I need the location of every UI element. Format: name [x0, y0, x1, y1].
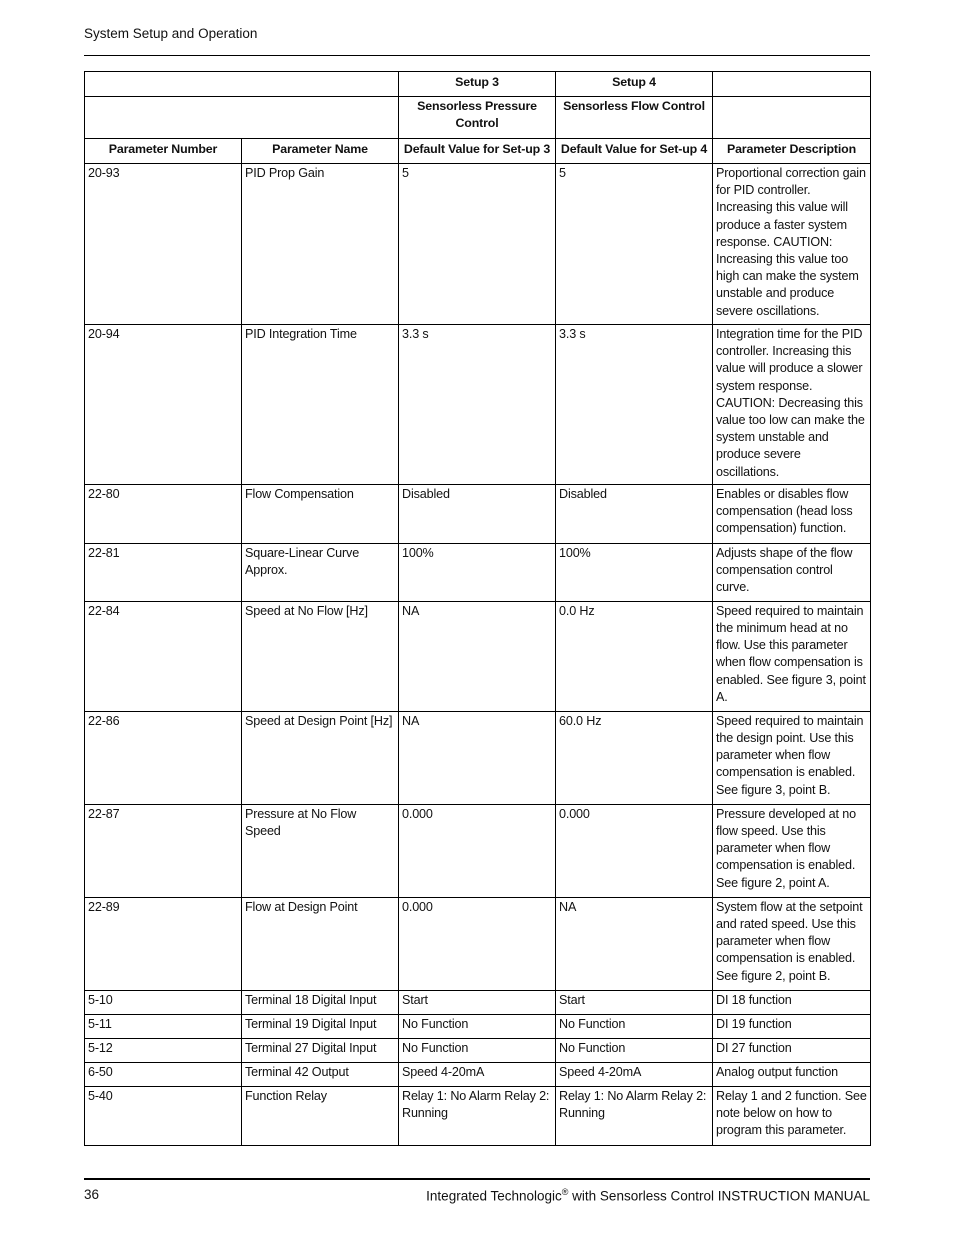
cell-setup4: No Function	[556, 1014, 713, 1038]
cell-setup4: Disabled	[556, 484, 713, 543]
table-row	[85, 601, 871, 711]
cell-name: Function Relay	[242, 1086, 399, 1145]
page-number: 36	[84, 1187, 100, 1202]
running-head: System Setup and Operation	[84, 26, 258, 41]
cell-number: 5-40	[85, 1086, 242, 1145]
cell-number: 22-84	[85, 601, 242, 711]
cell-description: Analog output function	[713, 1062, 871, 1086]
table-row	[85, 1086, 871, 1145]
table-row	[85, 1014, 871, 1038]
cell-setup4: 100%	[556, 543, 713, 601]
cell-setup3: 0.000	[399, 897, 556, 990]
cell-number: 5-12	[85, 1038, 242, 1062]
cell-description: DI 27 function	[713, 1038, 871, 1062]
cell-setup3: Start	[399, 990, 556, 1014]
cell-setup4: 0.0 Hz	[556, 601, 713, 711]
footer-title-pre: Integrated Technologic	[426, 1188, 562, 1204]
table-row	[85, 543, 871, 601]
cell-setup3: 5	[399, 164, 556, 325]
cell-setup3: Speed 4-20mA	[399, 1062, 556, 1086]
table-row	[85, 897, 871, 990]
cell-description: Relay 1 and 2 function. See note below on how to program this parameter.	[713, 1086, 871, 1145]
cell-name: Terminal 42 Output	[242, 1062, 399, 1086]
cell-setup3: No Function	[399, 1038, 556, 1062]
cell-description: Speed required to maintain the design point. Use this parameter when flow compensation is enabled. See figure 3, point B.	[713, 711, 871, 804]
table-row	[85, 325, 871, 485]
cell-name: Flow Compensation	[242, 484, 399, 543]
cell-number: 22-86	[85, 711, 242, 804]
cell-name: PID Prop Gain	[242, 164, 399, 325]
cell-setup3: NA	[399, 711, 556, 804]
column-header-number: Parameter Number	[85, 139, 242, 164]
cell-setup4: Speed 4-20mA	[556, 1062, 713, 1086]
cell-setup4: Relay 1: No Alarm Relay 2: Running	[556, 1086, 713, 1145]
cell-number: 5-11	[85, 1014, 242, 1038]
parameter-table	[84, 71, 871, 1146]
cell-name: Square-Linear Curve Approx.	[242, 543, 399, 601]
header-blank-cell	[85, 97, 399, 139]
cell-description: DI 18 function	[713, 990, 871, 1014]
cell-description: Adjusts shape of the flow compensation control curve.	[713, 543, 871, 601]
registered-mark: ®	[561, 1187, 569, 1197]
cell-description: Enables or disables flow compensation (head loss compensation) function.	[713, 484, 871, 543]
column-header-name: Parameter Name	[242, 139, 399, 164]
header-blank-cell	[713, 72, 871, 97]
parameter-rows	[85, 164, 871, 1146]
footer-title-post: with Sensorless Control INSTRUCTION MANUAL	[568, 1188, 870, 1204]
header-setup3: Setup 3	[399, 72, 556, 97]
cell-number: 22-81	[85, 543, 242, 601]
cell-setup4: 60.0 Hz	[556, 711, 713, 804]
header-setup4: Setup 4	[556, 72, 713, 97]
header-row-setup	[85, 72, 871, 97]
cell-number: 22-87	[85, 804, 242, 897]
cell-setup4: No Function	[556, 1038, 713, 1062]
column-header-setup3: Default Value for Set-up 3	[399, 139, 556, 164]
cell-number: 5-10	[85, 990, 242, 1014]
cell-number: 20-93	[85, 164, 242, 325]
cell-number: 22-89	[85, 897, 242, 990]
cell-number: 22-80	[85, 484, 242, 543]
header-mode-setup4: Sensorless Flow Control	[556, 97, 713, 139]
cell-name: Pressure at No Flow Speed	[242, 804, 399, 897]
footer-title	[426, 1187, 870, 1204]
header-blank-cell	[713, 97, 871, 139]
cell-number: 6-50	[85, 1062, 242, 1086]
cell-setup3: NA	[399, 601, 556, 711]
cell-setup3: Relay 1: No Alarm Relay 2: Running	[399, 1086, 556, 1145]
cell-number: 20-94	[85, 325, 242, 485]
footer-rule	[84, 1178, 870, 1180]
cell-name: Terminal 18 Digital Input	[242, 990, 399, 1014]
header-row-mode	[85, 97, 871, 139]
cell-name: Flow at Design Point	[242, 897, 399, 990]
cell-name: Speed at Design Point [Hz]	[242, 711, 399, 804]
table-row	[85, 804, 871, 897]
header-blank-cell	[85, 72, 399, 97]
cell-setup3: 100%	[399, 543, 556, 601]
cell-setup4: 5	[556, 164, 713, 325]
cell-description: DI 19 function	[713, 1014, 871, 1038]
table-row	[85, 711, 871, 804]
cell-setup3: 3.3 s	[399, 325, 556, 485]
cell-setup4: 3.3 s	[556, 325, 713, 485]
header-rule	[84, 55, 870, 56]
cell-setup3: No Function	[399, 1014, 556, 1038]
cell-setup4: NA	[556, 897, 713, 990]
cell-name: Terminal 19 Digital Input	[242, 1014, 399, 1038]
header-row-columns	[85, 139, 871, 164]
cell-description: Pressure developed at no flow speed. Use this parameter when flow compensation is enabled. See figure 2, point A.	[713, 804, 871, 897]
cell-description: System flow at the setpoint and rated speed. Use this parameter when flow compensation is enabled. See figure 2, point B.	[713, 897, 871, 990]
column-header-description: Parameter Description	[713, 139, 871, 164]
cell-description: Integration time for the PID controller. Increasing this value will produce a slower system response. CAUTION: Decreasing this value too low can make the system unstable and produce severe oscillations.	[713, 325, 871, 485]
table-row	[85, 990, 871, 1014]
table-row	[85, 164, 871, 325]
column-header-setup4: Default Value for Set-up 4	[556, 139, 713, 164]
cell-description: Proportional correction gain for PID controller. Increasing this value will produce a faster system response. CAUTION: Increasing this value too high can make the system unstable and produce severe oscillations.	[713, 164, 871, 325]
header-mode-setup3: Sensorless Pressure Control	[399, 97, 556, 139]
table-row	[85, 484, 871, 543]
cell-setup4: 0.000	[556, 804, 713, 897]
cell-name: Terminal 27 Digital Input	[242, 1038, 399, 1062]
cell-setup3: Disabled	[399, 484, 556, 543]
table-row	[85, 1062, 871, 1086]
cell-description: Speed required to maintain the minimum head at no flow. Use this parameter when flow compensation is enabled. See figure 3, point A.	[713, 601, 871, 711]
cell-setup3: 0.000	[399, 804, 556, 897]
table-row	[85, 1038, 871, 1062]
cell-setup4: Start	[556, 990, 713, 1014]
cell-name: PID Integration Time	[242, 325, 399, 485]
cell-name: Speed at No Flow [Hz]	[242, 601, 399, 711]
